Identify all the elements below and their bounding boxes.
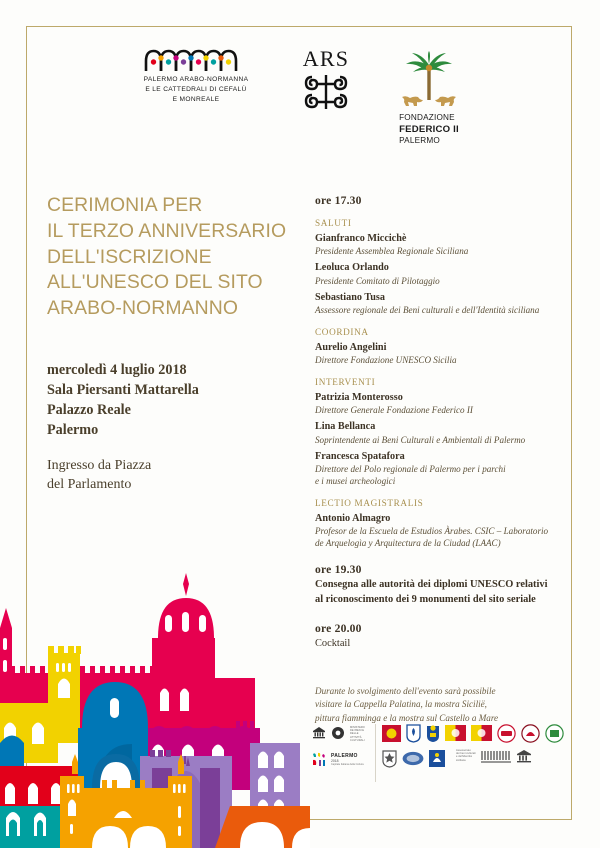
- comune-crest-icon: [406, 724, 421, 743]
- program-section-label-coordina: COORDINA: [315, 326, 369, 337]
- footer-logo-strip: [312, 722, 564, 788]
- teal-building: [0, 806, 60, 848]
- program-section-label-lectio-magistralis: LECTIO MAGISTRALIS: [315, 497, 424, 508]
- ars-wordmark: ARS: [302, 46, 350, 71]
- person-role: Direttore Fondazione UNESCO Sicilia: [315, 355, 457, 365]
- program-time: ore 17.30: [315, 194, 362, 207]
- gear-emblem-icon: [331, 726, 345, 740]
- entrance-line-2: del Parlamento: [47, 477, 132, 493]
- footer-crest-logos: [382, 722, 564, 768]
- footer-divider: [375, 724, 376, 782]
- trinacria-flag-icon: [471, 724, 492, 743]
- logo-ars: [290, 46, 362, 113]
- logo-pan-line-2: E LE CATTEDRALI DI CEFALÙ: [145, 86, 247, 94]
- entrance-line-1: Ingresso da Piazza: [47, 457, 152, 473]
- person-role: Profesor de la Escuela de Estudios Àrabes. CSIC – Laboratorio de Arquelogìa y Arquitectura de la Ciudad (LAAC): [315, 526, 549, 548]
- person-name: Antonio Almagro: [315, 512, 391, 524]
- diocese-crest-icon: [382, 749, 397, 768]
- triskelion-spiral-icon: [303, 71, 349, 113]
- logo-fondazione-federico-ii: [396, 46, 462, 147]
- title-line-3: DELL'ISCRIZIONE: [47, 245, 212, 268]
- arches-icon: [144, 46, 248, 72]
- venue-city: Palermo: [47, 422, 99, 439]
- palm-and-lions-icon: [396, 50, 462, 108]
- page-title: [47, 193, 297, 322]
- venue-hall: Sala Piersanti Mattarella: [47, 382, 199, 399]
- program-block-1930: [315, 563, 565, 608]
- palermo-logo-line-2: 2018: [331, 758, 339, 763]
- program-block-2000: [315, 622, 565, 652]
- venue-building: Palazzo Reale: [47, 402, 131, 419]
- regione-siciliana-crest-icon: [382, 724, 401, 743]
- person-role: Soprintendente ai Beni Culturali e Ambientali di Palermo: [315, 434, 526, 445]
- logo-pan-line-1: PALERMO ARABO-NORMANNA: [143, 76, 249, 83]
- ministry-logos: [312, 726, 369, 742]
- venue-block: [47, 360, 297, 441]
- citta-metropolitana-crest-icon: [426, 724, 440, 743]
- blue-dome-building: [78, 682, 148, 788]
- palermo-skyline-illustration: [0, 488, 310, 848]
- palazzo-logo-icon: [516, 749, 532, 765]
- program-section-label-saluti: SALUTI: [315, 218, 352, 228]
- header-logo-row: [26, 46, 572, 146]
- person-role: Presidente Comitato di Pilotaggio: [315, 275, 440, 286]
- program-time: ore 20.00: [315, 621, 362, 635]
- ff-line-3: PALERMO: [399, 136, 440, 146]
- palermo-capital-mark-icon: [312, 751, 328, 767]
- palermo-logo-line-1: PALERMO: [331, 752, 358, 759]
- crest-row-2: [382, 749, 564, 768]
- ff-line-2: FEDERICO II: [399, 123, 459, 135]
- program-time: ore 19.30: [315, 563, 362, 576]
- assessorato-beni-culturali-logo-icon: [429, 749, 451, 768]
- person-role: Assessore regionale dei Beni culturali e dell'Identità siciliana: [315, 304, 540, 315]
- program-column: [315, 194, 565, 725]
- logo-pan-line-3: E MONREALE: [172, 96, 220, 104]
- fondazione-sicilia-logo-icon: [481, 749, 511, 765]
- crest-row-1: [382, 724, 564, 743]
- logo-palermo-arabo-normanna: [136, 46, 256, 106]
- skyline-svg: [0, 488, 310, 848]
- program-note: Durante lo svolgimento dell'evento sarà possibile visitare la Cappella Palatina, la mostra Sicilië, pittura fiamminga e la mostra sul Castello a Mare: [315, 686, 499, 723]
- title-line-1: CERIMONIA PER: [47, 194, 203, 216]
- title-line-4: ALL'UNESCO DEL SITO: [47, 271, 263, 294]
- program-description: Consegna alle autorità dei diplomi UNESCO relativi al riconoscimento dei 9 monumenti del sito seriale: [315, 579, 548, 605]
- ministry-building-icon: [312, 726, 326, 740]
- circular-crest-dark-icon: [521, 724, 540, 743]
- left-column: [47, 193, 297, 495]
- program-block-1730: [315, 194, 565, 549]
- oval-blue-logo-icon: [402, 749, 424, 768]
- title-line-5: ARABO-NORMANNO: [47, 297, 239, 320]
- program-description: Cocktail: [315, 637, 351, 649]
- person-name: Gianfranco Miccichè: [315, 233, 407, 244]
- circular-crest-red-icon: [497, 724, 516, 743]
- person-role: Presidente Assemblea Regionale Siciliana: [315, 246, 469, 257]
- orange-bridge: [215, 806, 310, 848]
- program-section-label-interventi: INTERVENTI: [315, 377, 376, 387]
- person-name: Leoluca Orlando: [315, 262, 389, 274]
- trinacria-flag-icon: [445, 724, 466, 743]
- person-name: Patrizia Monterosso: [315, 392, 403, 403]
- ministry-label: MINISTERO DEI BENI E DELLE ATTIVITÀ CULTURALI: [350, 726, 365, 742]
- person-role: Direttore del Polo regionale di Palermo per i parchi e i musei archeologici: [315, 463, 506, 486]
- person-name: Lina Bellanca: [315, 421, 376, 433]
- assessorato-label: Assessorato dei beni culturali e dell'identità siciliana: [456, 749, 476, 762]
- palermo-logo-line-3: Capitale Italiana della Cultura: [331, 762, 364, 766]
- person-name: Sebastiano Tusa: [315, 291, 385, 303]
- person-name: Francesca Spatafora: [315, 450, 405, 462]
- title-line-2: IL TERZO ANNIVERSARIO: [47, 219, 287, 242]
- person-name: Aurelio Angelini: [315, 341, 387, 353]
- circular-crest-green-icon: [545, 724, 564, 743]
- event-date: mercoledì 4 luglio 2018: [47, 361, 187, 378]
- ff-line-1: FONDAZIONE: [399, 113, 455, 122]
- footer-left-logos: [312, 722, 369, 767]
- palermo-2018-logo: [312, 751, 369, 767]
- person-role: Direttore Generale Fondazione Federico II: [315, 405, 473, 416]
